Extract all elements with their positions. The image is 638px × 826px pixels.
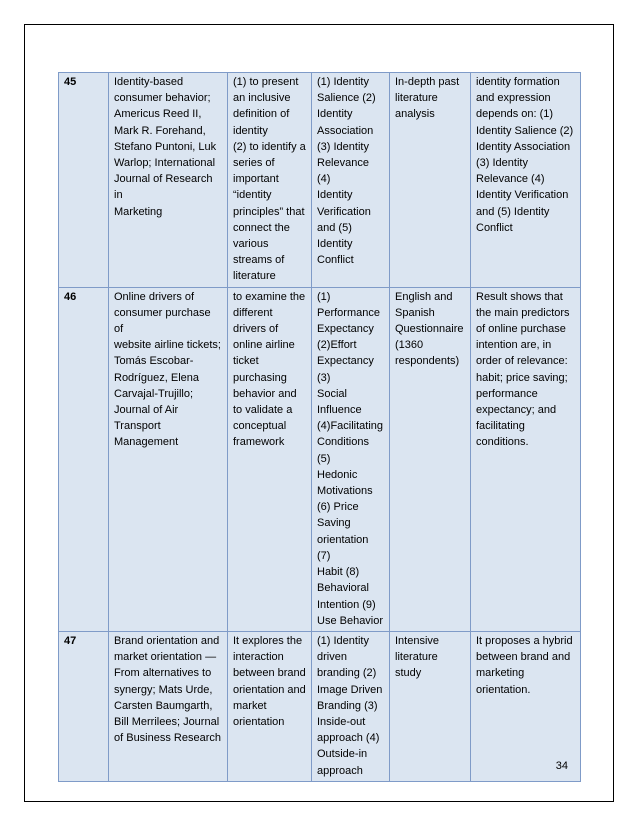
citation-cell: Identity-based consumer behavior; Americus Reed II, Mark R. Forehand, Stefano Puntoni, Luk Warlop; International Journal of Research in Marketing xyxy=(109,73,228,288)
table-row xyxy=(59,73,581,288)
row-number: 47 xyxy=(59,631,109,781)
method-cell: In-depth past literature analysis xyxy=(390,73,471,288)
findings-cell: It proposes a hybrid between brand and marketing orientation. xyxy=(471,631,581,781)
method-cell: Intensive literature study xyxy=(390,631,471,781)
page-number: 34 xyxy=(555,760,568,772)
literature-review-table xyxy=(58,72,581,782)
citation-cell: Online drivers of consumer purchase of website airline tickets; Tomás Escobar- Rodríguez, Elena Carvajal-Trujillo; Journal of Air Transport Management xyxy=(109,287,228,631)
variables-cell: (1) Identity driven branding (2) Image Driven Branding (3) Inside-out approach (4) Outside-in approach xyxy=(312,631,390,781)
objective-cell: to examine the different drivers of online airline ticket purchasing behavior and to validate a conceptual framework xyxy=(228,287,312,631)
variables-cell: (1) Performance Expectancy (2)Effort Expectancy (3) Social Influence (4)Facilitating Conditions (5) Hedonic Motivations (6) Price Saving orientation (7) Habit (8) Behavioral Intention (9) Use Behavior xyxy=(312,287,390,631)
row-number: 45 xyxy=(59,73,109,288)
objective-cell: (1) to present an inclusive definition of identity (2) to identify a series of important “identity principles” that connect the various streams of literature xyxy=(228,73,312,288)
variables-cell: (1) Identity Salience (2) Identity Association (3) Identity Relevance (4) Identity Verification and (5) Identity Conflict xyxy=(312,73,390,288)
table-row xyxy=(59,287,581,631)
citation-cell: Brand orientation and market orientation — From alternatives to synergy; Mats Urde, Carsten Baumgarth, Bill Merrilees; Journal of Business Research xyxy=(109,631,228,781)
findings-cell: Result shows that the main predictors of online purchase intention are, in order of relevance: habit; price saving; performance expectancy; and facilitating conditions. xyxy=(471,287,581,631)
findings-cell: identity formation and expression depends on: (1) Identity Salience (2) Identity Association (3) Identity Relevance (4) Identity Verification and (5) Identity Conflict xyxy=(471,73,581,288)
row-number: 46 xyxy=(59,287,109,631)
method-cell: English and Spanish Questionnaire (1360 respondents) xyxy=(390,287,471,631)
objective-cell: It explores the interaction between brand orientation and market orientation xyxy=(228,631,312,781)
table-row xyxy=(59,631,581,781)
